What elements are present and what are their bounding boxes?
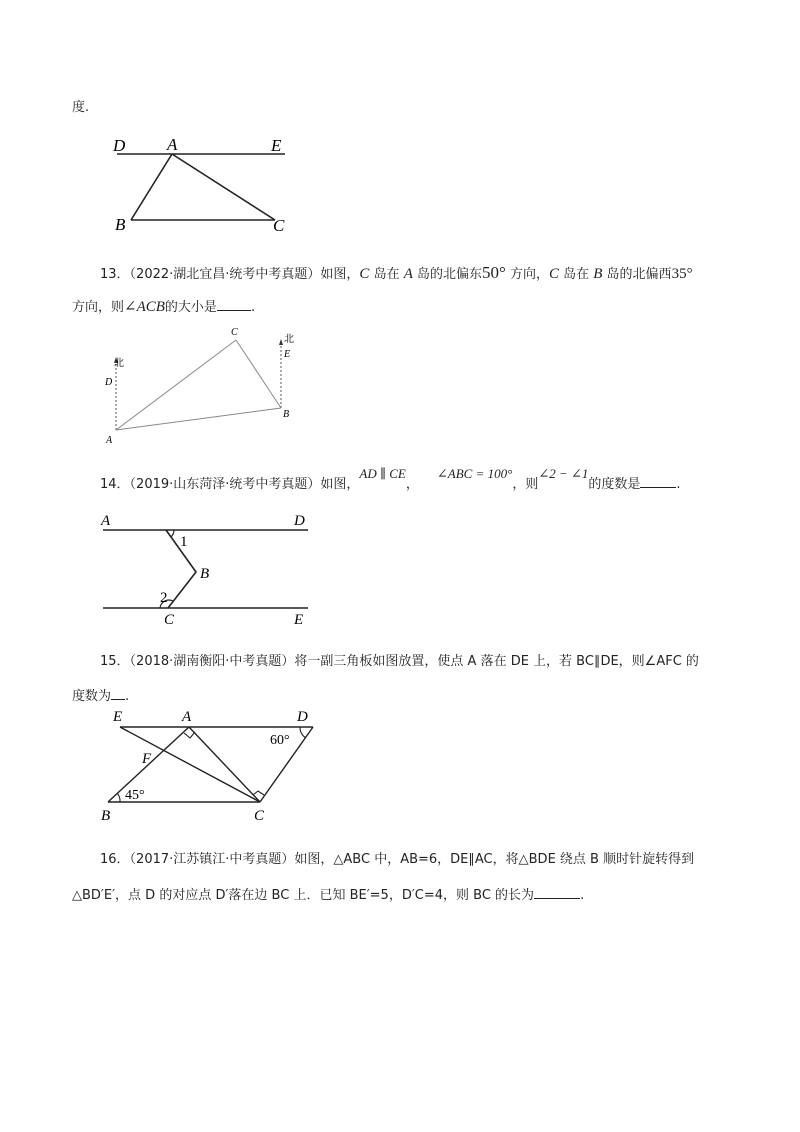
q16-text: 如图，△ABC 中，AB=6，DE∥AC，将△BDE 绕点 B 顺时针旋转得到: [294, 852, 695, 867]
previous-question-tail: 度.: [72, 100, 90, 115]
q14-text: 如图，: [320, 477, 360, 492]
q14-label-c: C: [164, 612, 175, 628]
q13-math: C: [359, 266, 370, 282]
q15-segment-ac: [189, 727, 260, 802]
q13-label-north-a: 北: [114, 358, 124, 369]
q15-text: 将一副三角板如图放置，使点 A 落在 DE 上，若 BC∥DE，则∠AFC 的: [294, 654, 699, 669]
q13-math: 35°: [671, 266, 693, 282]
q15-angle60-arc: [300, 727, 306, 738]
q15-line1: [100, 652, 699, 672]
q13-source: （2022·湖北宜昌·统考中考真题）: [129, 267, 321, 282]
q16-line2: [72, 884, 584, 906]
q16-source: （2017·江苏镇江·中考真题）: [129, 852, 295, 867]
q14-text: ，则: [512, 477, 539, 492]
q13-text: 岛的北偏西: [602, 267, 672, 282]
q14-math: AD ∥ CE: [359, 466, 406, 481]
q14-label-1: 1: [180, 534, 188, 550]
q14-text: 的度数是: [588, 477, 641, 492]
answer-blank[interactable]: [640, 473, 676, 488]
q15-number: 15．: [100, 654, 130, 669]
q15-text: 度数为: [72, 689, 112, 704]
q13-text: .: [250, 300, 256, 315]
q16-text: .: [580, 888, 585, 903]
q15-right-angle-a: [184, 732, 195, 738]
q15-angle45-arc: [117, 793, 120, 802]
q12-segment-ac: [172, 154, 275, 220]
q14-label-d: D: [294, 513, 305, 529]
q14-text: ，: [405, 477, 419, 492]
q12-label-b: B: [115, 215, 126, 234]
q13-label-north-b: 北: [284, 334, 294, 345]
q13-figure: [100, 322, 300, 450]
q13-line1: [100, 263, 693, 285]
q15-label-b: B: [101, 808, 111, 824]
q15-text: .: [125, 689, 130, 704]
q14-figure: [98, 510, 318, 630]
q13-number: 13．: [100, 267, 130, 282]
q14-label-e: E: [294, 612, 304, 628]
q12-label-c: C: [273, 216, 285, 235]
answer-blank[interactable]: [111, 685, 125, 700]
q13-label-b: B: [283, 409, 290, 420]
q14-label-a: A: [101, 513, 111, 529]
q13-math: B: [593, 266, 603, 282]
q13-text: 的大小是: [164, 300, 217, 315]
q13-label-d: D: [105, 377, 113, 388]
q15-label-e: E: [113, 709, 123, 725]
q13-segment-cb: [236, 340, 281, 408]
q13-text: 如图，: [320, 267, 360, 282]
q15-right-angle-c: [253, 791, 264, 795]
q15-label-a: A: [182, 709, 192, 725]
q13-text: 岛在: [369, 267, 404, 282]
q12-segment-ab: [131, 154, 172, 220]
q15-label-f: F: [142, 751, 152, 767]
q13-math: ∠ACB: [124, 299, 165, 315]
q15-label-45: 45°: [125, 788, 145, 803]
q12-label-a: A: [167, 135, 178, 154]
q15-label-d: D: [297, 709, 308, 725]
q13-label-c: C: [231, 327, 238, 338]
q12-label-d: D: [113, 136, 126, 155]
q16-line1: [100, 850, 694, 870]
q14-source: （2019·山东菏泽·统考中考真题）: [129, 477, 321, 492]
q14-line: [100, 466, 681, 495]
q15-line2: [72, 685, 129, 707]
q14-label-b: B: [200, 566, 210, 582]
q12-figure: [105, 130, 305, 240]
q14-label-2: 2: [160, 590, 168, 606]
q12-label-e: E: [271, 136, 282, 155]
q14-angle1-arc: [171, 530, 174, 537]
q13-label-a: A: [106, 435, 113, 446]
q13-text: 岛在: [558, 267, 594, 282]
q13-math: A: [403, 266, 413, 282]
answer-blank[interactable]: [534, 884, 580, 899]
q15-figure: [98, 706, 323, 826]
q16-text: △BD′E′，点 D 的对应点 D′落在边 BC 上．已知 BE′=5，D′C=4，则 BC 的长为: [72, 888, 535, 903]
q15-source: （2018·湖南衡阳·中考真题）: [129, 654, 295, 669]
q16-number: 16．: [100, 852, 130, 867]
q14-math: ∠2 − ∠1: [538, 466, 589, 481]
q14-number: 14．: [100, 477, 130, 492]
q14-text: .: [676, 477, 681, 492]
q13-line2: [72, 296, 255, 318]
q15-label-c: C: [254, 808, 265, 824]
q13-text: 方向，则: [72, 300, 125, 315]
q13-arrow-b: [279, 339, 283, 345]
q13-text: 岛的北偏东: [412, 267, 483, 282]
q13-math: C: [548, 266, 559, 282]
q13-text: 方向，: [505, 267, 549, 282]
q13-math: 50°: [482, 263, 506, 282]
q15-label-60: 60°: [270, 733, 290, 748]
q14-math: ∠ABC = 100°: [436, 466, 513, 481]
q13-label-e: E: [284, 349, 291, 360]
answer-blank[interactable]: [217, 296, 251, 311]
